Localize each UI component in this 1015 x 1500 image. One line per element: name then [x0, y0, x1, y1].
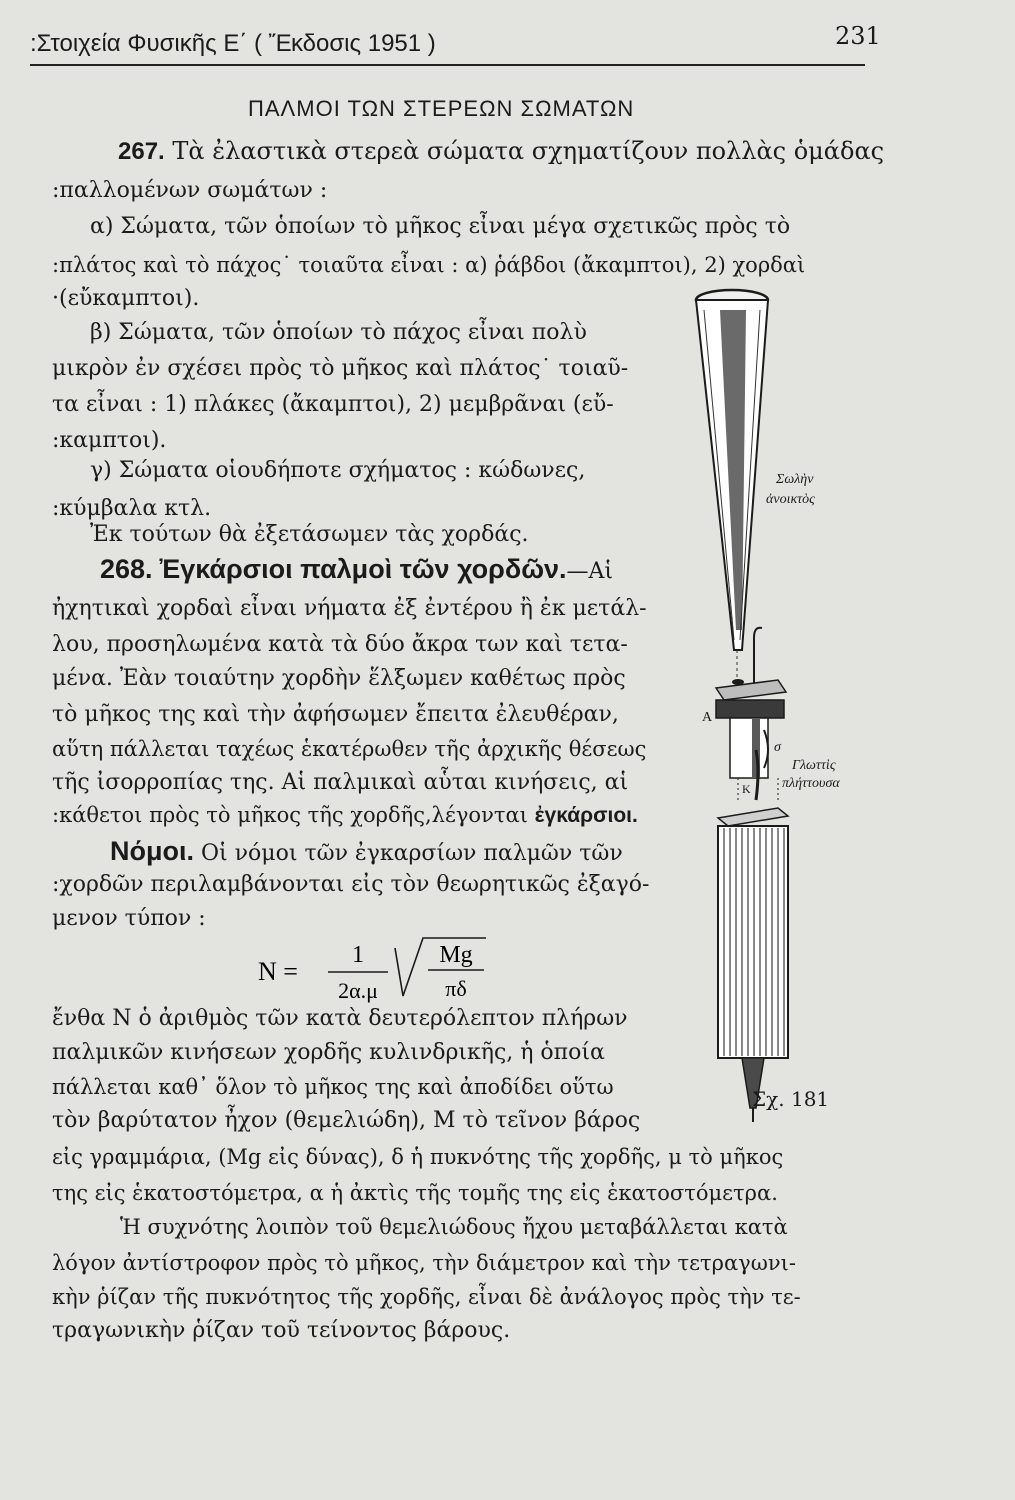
running-title: :Στοιχεία Φυσικῆς Ε΄ ( Ἔκδοσις 1951 ) — [30, 30, 436, 57]
text-line: κὴν ῥίζαν τῆς πυκνότητος τῆς χορδῆς, εἶναι δὲ ἀνάλογος πρὸς τὴν τε- — [52, 1285, 801, 1309]
text-line: ἔνθα Ν ὁ ἀριθμὸς τῶν κατὰ δευτερόλεπτον πλήρων — [52, 1006, 628, 1031]
radical-denominator: πδ — [445, 976, 467, 1001]
text-line: :καμπτοι). — [52, 428, 167, 453]
text-line: αὕτη πάλλεται ταχέως ἑκατέρωθεν τῆς ἀρχικῆς θέσεως — [52, 737, 647, 761]
line-text: —Αἱ — [566, 559, 614, 584]
laws-heading: Νόμοι. — [110, 836, 195, 866]
paragraph-number: 268. — [100, 554, 153, 584]
text-line — [110, 836, 623, 869]
text-line: :παλλομένων σωμάτων : — [52, 178, 328, 203]
label-glottis-line1: Γλωττὶς — [792, 758, 836, 773]
text-line: τῆς ἰσορροπίας της. Αἱ παλμικαὶ αὗται κινήσεις, αἱ — [52, 770, 629, 795]
text-line: γ) Σώματα οἱουδήποτε σχήματος : κώδωνες, — [90, 458, 586, 483]
text-line: Ἐκ τούτων θὰ ἐξετάσωμεν τὰς χορδάς. — [90, 522, 529, 547]
text-line: πάλλεται καθ᾿ ὅλον τὸ μῆκος της καὶ ἀποδίδει οὕτω — [52, 1075, 614, 1099]
label-tube-line1: Σωλὴν — [776, 472, 814, 487]
formula-numerator: 1 — [352, 942, 364, 968]
text-line: β) Σώματα, τῶν ὁποίων τὸ πάχος εἶναι πολὺ — [90, 320, 587, 345]
text-line: Ἡ συχνότης λοιπὸν τοῦ θεμελιώδους ἤχου μεταβάλλεται κατὰ — [120, 1215, 788, 1239]
text-line: λου, προσηλωμένα κατὰ τὰ δύο ἄκρα των καὶ τετα- — [52, 632, 628, 657]
page-number: 231 — [835, 22, 881, 50]
paragraph-267-line — [118, 136, 884, 167]
line-text: :κάθετοι πρὸς τὸ μῆκος τῆς χορδῆς,λέγονται — [52, 803, 528, 827]
text-line: τραγωνικὴν ῥίζαν τοῦ τείνοντος βάρους. — [52, 1318, 511, 1343]
reed-block — [716, 679, 786, 778]
formula-denominator: 2α.μ — [338, 978, 378, 1003]
formula-graphic — [258, 938, 498, 1003]
label-k: K — [742, 782, 751, 796]
line-text: Οἱ νόμοι τῶν ἐγκαρσίων παλμῶν τῶν — [201, 841, 623, 866]
text-line: μενον τύπον : — [52, 906, 206, 931]
text-line: :χορδῶν περιλαμβάνονται εἰς τὸν θεωρητικῶς ἐξαγό- — [52, 872, 650, 897]
formula-lhs: N = — [258, 957, 298, 986]
section-heading: Ἐγκάρσιοι παλμοὶ τῶν χορδῶν. — [159, 554, 567, 584]
header-rule — [30, 64, 865, 66]
text-line: μικρὸν ἐν σχέσει πρὸς τὸ μῆκος καὶ πλάτος˙ τοιαῦ- — [52, 356, 629, 381]
figure-caption: Σχ. 181 — [752, 1087, 830, 1111]
paragraph-268-heading — [100, 554, 613, 587]
open-tube-cone — [696, 290, 768, 650]
text-line: :πλάτος καὶ τὸ πάχος˙ τοιαῦτα εἶναι : α) ῥάβδοι (ἄκαμπτοι), 2) χορδαὶ — [52, 253, 806, 277]
label-sigma: σ — [774, 740, 781, 755]
text-line: λόγον ἀντίστροφον πρὸς τὸ μῆκος, τὴν διάμετρον καὶ τὴν τετραγωνι- — [52, 1251, 796, 1275]
text-line: παλμικῶν κινήσεων χορδῆς κυλινδρικῆς, ἡ ὁποία — [52, 1040, 605, 1065]
text-line: τὸν βαρύτατον ἦχον (θεμελιώδη), Μ τὸ τεῖνον βάρος — [52, 1108, 641, 1133]
radical-numerator: Mg — [439, 942, 473, 968]
text-line: μένα. Ἐὰν τοιαύτην χορδὴν ἕλξωμεν καθέτως πρὸς — [52, 666, 626, 691]
text-line: α) Σώματα, τῶν ὁποίων τὸ μῆκος εἶναι μέγα σχετικῶς πρὸς τὸ — [90, 214, 791, 239]
text-line: ·(εὔκαμπτοι). — [52, 286, 200, 311]
text-line: ἠχητικαὶ χορδαὶ εἶναι νήματα ἐξ ἐντέρου ἢ ἐκ μετάλ- — [52, 596, 647, 621]
figure-181 — [690, 280, 920, 1130]
resonator-box — [718, 808, 788, 1122]
text-line: εἰς γραμμάρια, (Mg εἰς δύνας), δ ἡ πυκνότης τῆς χορδῆς, μ τὸ μῆκος — [52, 1145, 784, 1169]
text-line: τὸ μῆκος της καὶ τὴν ἀφήσωμεν ἔπειτα ἐλευθέραν, — [52, 702, 619, 727]
label-a: A — [702, 710, 713, 725]
formula — [258, 938, 498, 1007]
label-tube-line2: ἀνοικτὸς — [766, 492, 815, 507]
text-line: τα εἶναι : 1) πλάκες (ἄκαμπτοι), 2) μεμβρᾶναι (εὔ- — [52, 392, 614, 417]
bold-term: ἐγκάρσιοι. — [534, 804, 638, 827]
label-glottis-line2: πλήττουσα — [782, 776, 840, 791]
organ-pipe-diagram — [690, 280, 920, 1130]
text-line: :κύμβαλα κτλ. — [52, 496, 212, 521]
paragraph-number: 267. — [118, 138, 165, 165]
line-text: Τὰ ἐλαστικὰ στερεὰ σώματα σχηματίζουν πολλὰς ὁμάδας — [172, 137, 885, 165]
section-title: ΠΑΛΜΟΙ ΤΩΝ ΣΤΕΡΕΩΝ ΣΩΜΑΤΩΝ — [248, 96, 635, 121]
text-line — [52, 800, 638, 831]
text-line: της εἰς ἑκατοστόμετρα, α ἡ ἀκτὶς τῆς τομῆς της εἰς ἑκατοστόμετρα. — [52, 1181, 778, 1205]
